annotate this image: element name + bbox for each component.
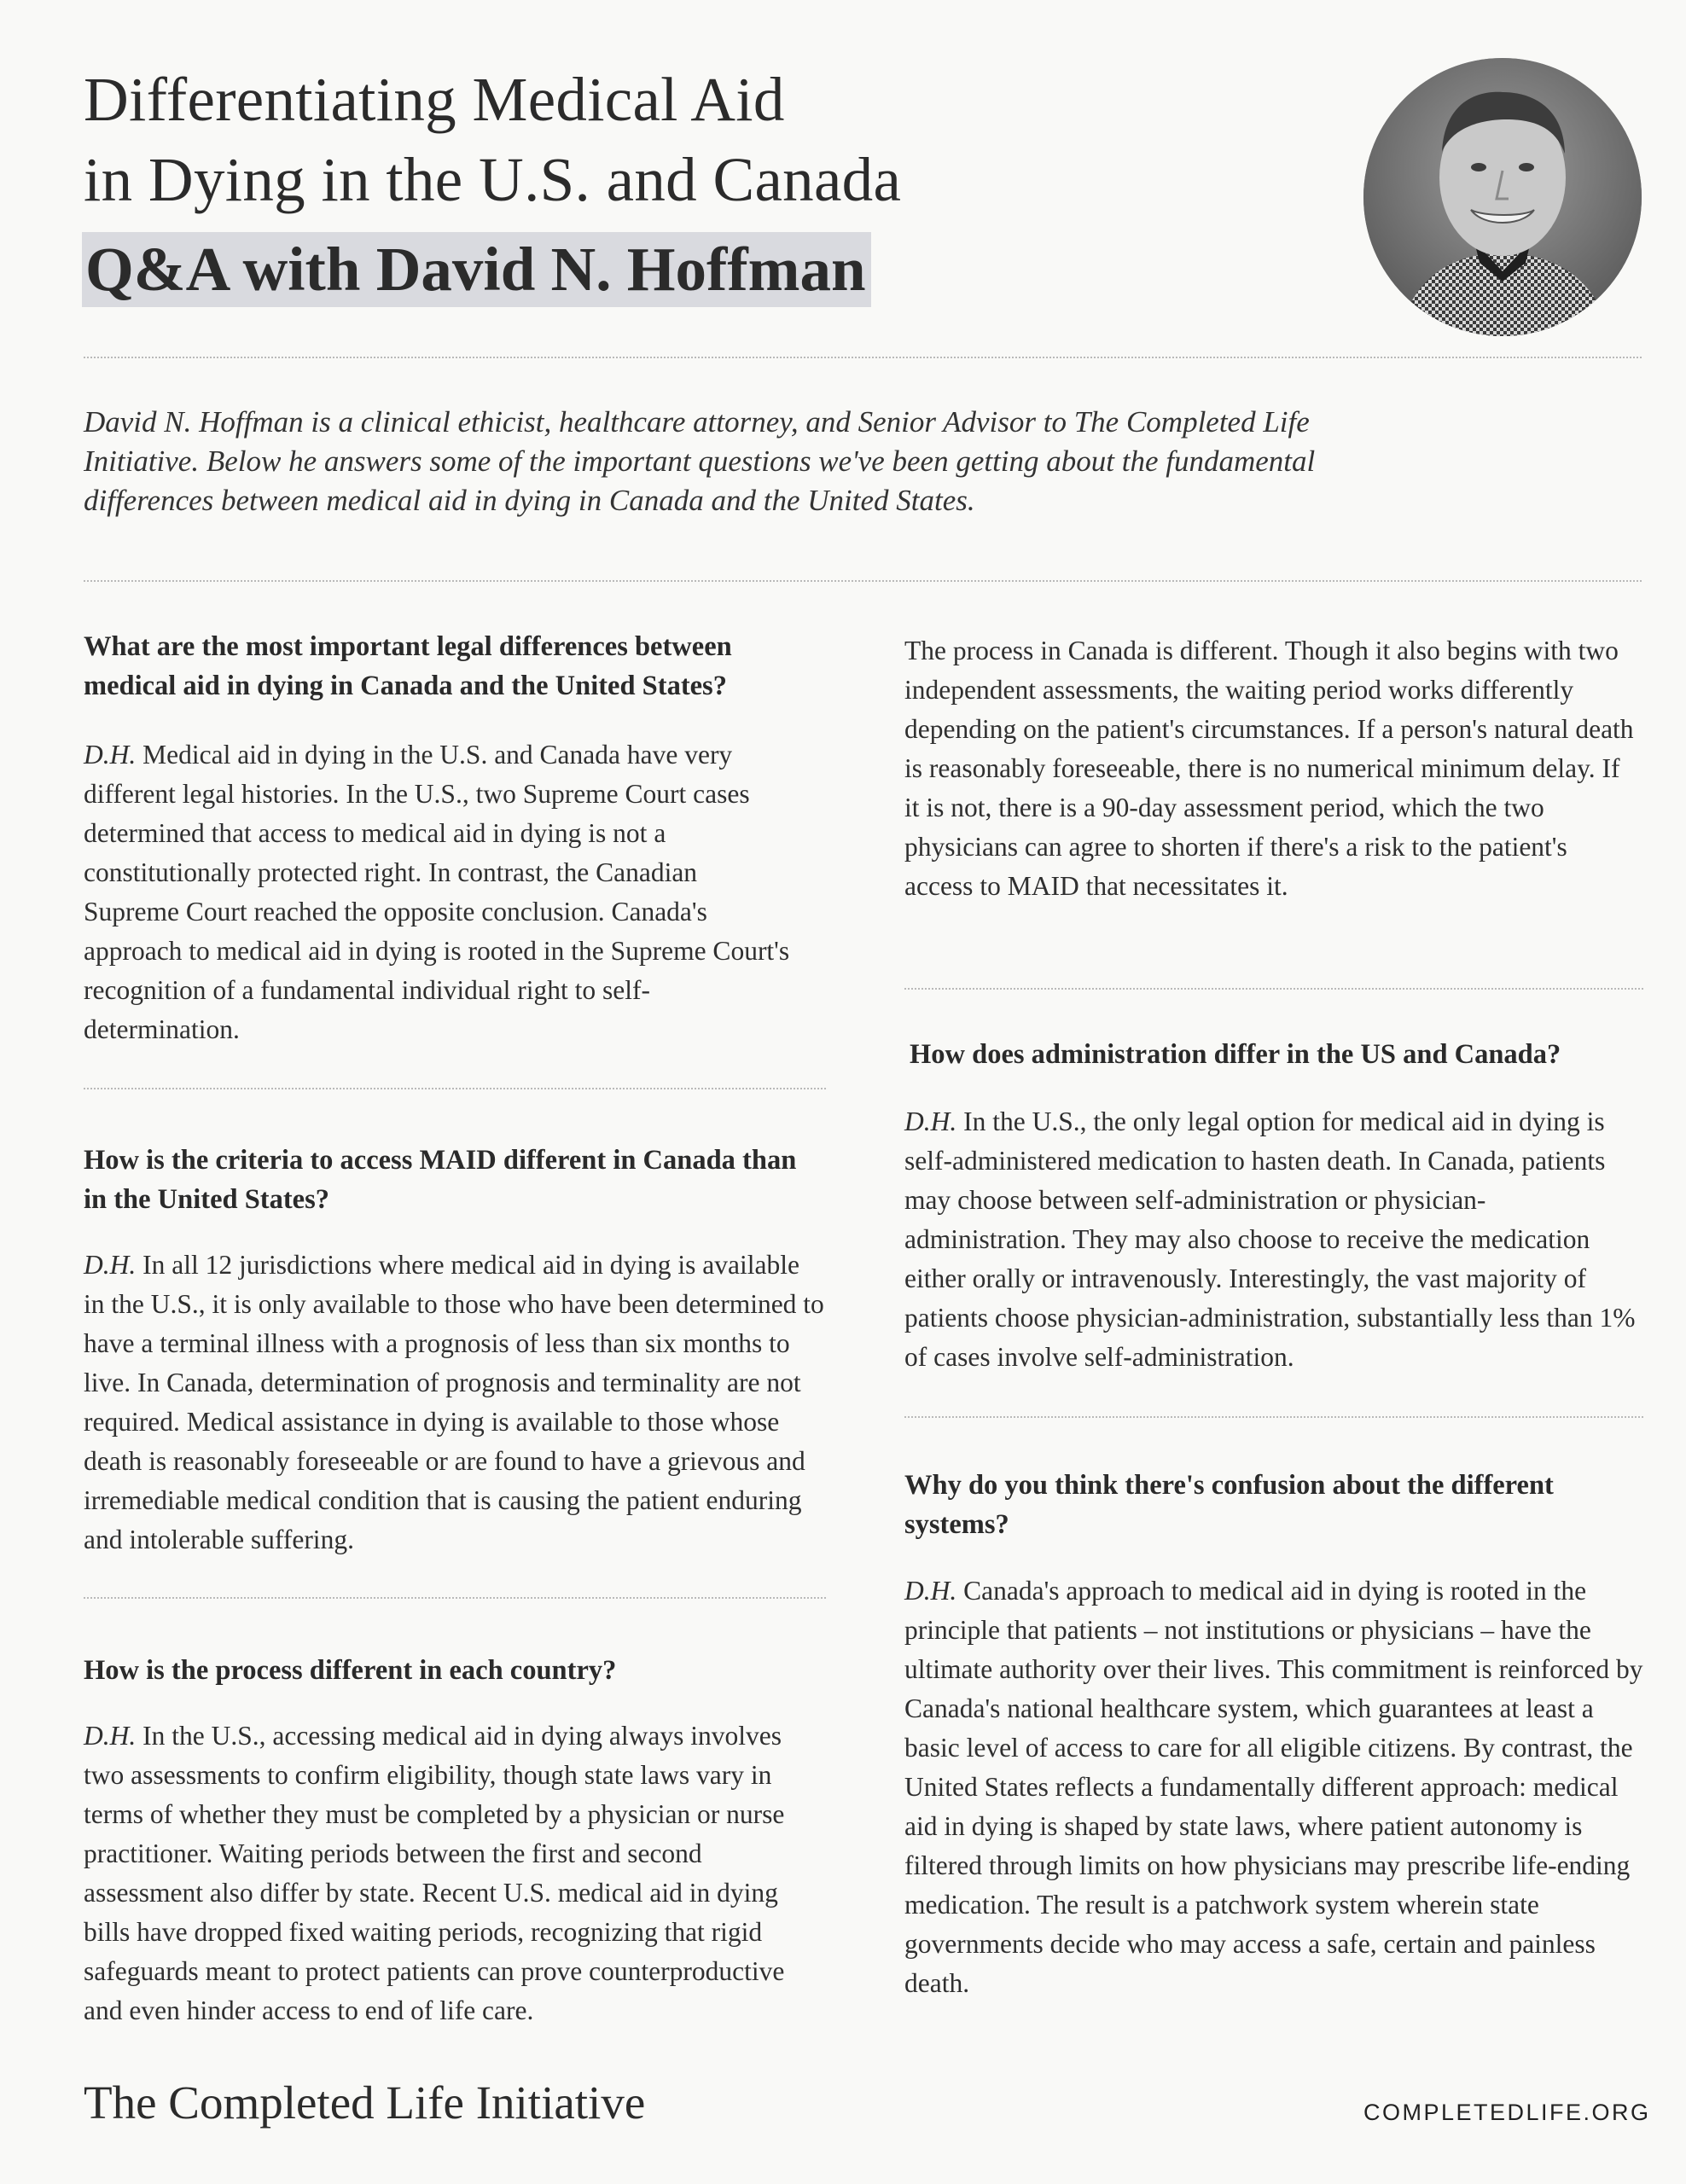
page-subtitle: Q&A with David N. Hoffman <box>82 232 871 307</box>
page-title <box>84 60 901 220</box>
question-1: What are the most important legal differences between medical aid in dying in Canada and the United States? <box>84 631 732 701</box>
question-5: Why do you think there's confusion about the different systems? <box>904 1470 1554 1540</box>
question-3: How is the process different in each country? <box>84 1655 617 1686</box>
speaker-initials: D.H. <box>904 1107 957 1136</box>
speaker-initials: D.H. <box>84 740 137 770</box>
speaker-initials: D.H. <box>84 1721 137 1751</box>
header-divider <box>84 357 1642 358</box>
section-divider <box>904 988 1643 990</box>
speaker-initials: D.H. <box>84 1250 137 1280</box>
question-4: How does administration differ in the US and Canada? <box>910 1039 1561 1070</box>
answer-2-text: In all 12 jurisdictions where medical aid in dying is available in the U.S., it is only available to those who have been determined to have a terminal illness with a prognosis of less than six months to live. In Canada, determination of prognosis and terminality are not required. Medical assistance in dying is available to those whose death is reasonably foreseeable or are found to have a grievous and irremediable medical condition that is causing the patient enduring and intolerable suffering. <box>84 1250 824 1554</box>
section-divider <box>904 1416 1643 1418</box>
answer-2 <box>84 1246 826 1560</box>
author-portrait <box>1363 58 1642 336</box>
footer-website: COMPLETEDLIFE.ORG <box>1363 2100 1651 2125</box>
intro-paragraph: David N. Hoffman is a clinical ethicist, healthcare attorney, and Senior Advisor to The Completed Life Initiative. Below he answers some of the important questions we've been getting about the fundamental differences between medical aid in dying in Canada and the United States. <box>84 405 1316 517</box>
question-2: How is the criteria to access MAID different in Canada than in the United States? <box>84 1145 797 1215</box>
title-line-2: in Dying in the U.S. and Canada <box>84 145 902 214</box>
intro-divider <box>84 580 1642 582</box>
answer-3-text: In the U.S., accessing medical aid in dying always involves two assessments to confirm eligibility, though state laws vary in terms of whether they must be completed by a physician or nurse practitioner. Waiting periods between the first and second assessment also differ by state. Recent U.S. medical aid in dying bills have dropped fixed waiting periods, recognizing that rigid safeguards meant to protect patients can prove counterproductive and even hinder access to end of life care. <box>84 1721 785 2025</box>
answer-1 <box>84 735 792 1049</box>
portrait-photo-icon <box>1363 58 1642 336</box>
answer-1-text: Medical aid in dying in the U.S. and Canada have very different legal histories. In the U.S., two Supreme Court cases determined that access to medical aid in dying is not a constitutionally protected right. In contrast, the Canadian Supreme Court reached the opposite conclusion. Canada's approach to medical aid in dying is rooted in the Supreme Court's recognition of a fundamental individual right to self-determination. <box>84 740 790 1044</box>
section-divider <box>84 1088 826 1089</box>
footer-organization: The Completed Life Initiative <box>84 2077 646 2129</box>
answer-3-continued: The process in Canada is different. Though it also begins with two independent assessments, the waiting period works differently depending on the patient's circumstances. If a person's natural death is reasonably foreseeable, there is no numerical minimum delay. If it is not, there is a 90-day assessment period, which the two physicians can agree to shorten if there's a risk to the patient's access to MAID that necessitates it. <box>904 636 1634 901</box>
speaker-initials: D.H. <box>904 1576 957 1606</box>
section-divider <box>84 1597 826 1599</box>
title-line-1: Differentiating Medical Aid <box>84 65 785 134</box>
answer-5 <box>904 1571 1647 2003</box>
answer-5-text: Canada's approach to medical aid in dying is rooted in the principle that patients – not institutions or physicians – have the ultimate authority over their lives. This commitment is reinforced by Canada's national healthcare system, which guarantees at least a basic level of access to care for all eligible citizens. By contrast, the United States reflects a fundamentally different approach: medical aid in dying is shaped by state laws, where patient autonomy is filtered through limits on how physicians may prescribe life-ending medication. The result is a patchwork system wherein state governments decide who may access a safe, certain and painless death. <box>904 1576 1643 1998</box>
answer-4-text: In the U.S., the only legal option for medical aid in dying is self-administered medication to hasten death. In Canada, patients may choose between self-administration or physician-administration. They may also choose to receive the medication either orally or intravenously. Interestingly, the vast majority of patients choose physician-administration, substantially less than 1% of cases involve self-administration. <box>904 1107 1636 1372</box>
answer-3 <box>84 1716 826 2030</box>
answer-4 <box>904 1102 1638 1377</box>
